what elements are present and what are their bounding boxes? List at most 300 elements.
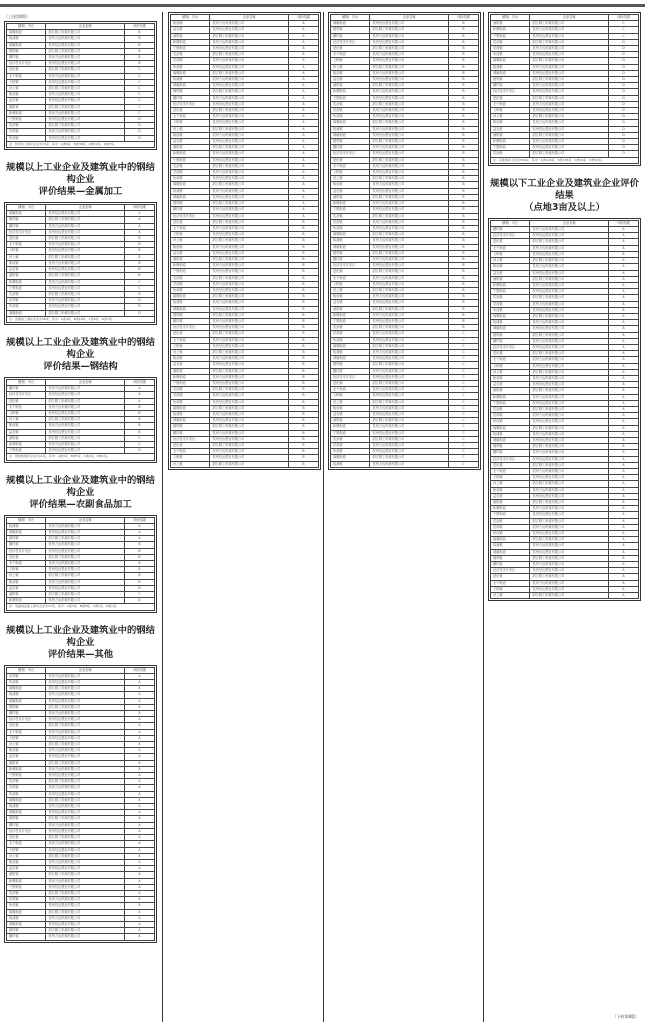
grade-cell: A xyxy=(124,872,154,878)
grade-cell: B xyxy=(288,343,318,349)
page-top-rule xyxy=(0,4,645,7)
company-name-cell: 杭州万达机械有限公司 xyxy=(210,374,288,380)
company-name-cell: 杭州万达机械有限公司 xyxy=(210,300,288,306)
grade-cell: D xyxy=(124,598,154,604)
grade-cell: B xyxy=(288,250,318,256)
grade-cell: B xyxy=(448,225,478,231)
company-name-cell: 杭州万达机械有限公司 xyxy=(370,182,448,188)
grade-cell: A xyxy=(288,201,318,207)
town-cell: 北干街道 xyxy=(7,729,46,735)
company-name-cell: 杭州万达机械有限公司 xyxy=(370,163,448,169)
company-name-cell: 浙江精工机械有限公司 xyxy=(370,64,448,70)
company-name-cell: 浙江精工机械有限公司 xyxy=(210,182,288,188)
grade-cell: C xyxy=(448,362,478,368)
town-cell: 闻堰街道 xyxy=(7,686,46,692)
continued-to-note: （下转第8版） xyxy=(612,1014,639,1019)
grade-cell: A xyxy=(608,394,638,400)
company-name-cell: 杭州信达塑业有限公司 xyxy=(370,244,448,250)
header-town: 镇街、平台 xyxy=(491,15,530,21)
grade-cell: A xyxy=(124,890,154,896)
table-footnote: 注：钢结构参评企业共11家，其中：A类3家、B类5家、C类2家、D类1家。 xyxy=(7,454,155,460)
town-cell: 益农镇 xyxy=(331,188,370,194)
town-cell: 益农镇 xyxy=(331,300,370,306)
town-cell: 闻堰街道 xyxy=(171,70,210,76)
company-name-cell: 杭州信达塑业有限公司 xyxy=(370,58,448,64)
grade-cell: C xyxy=(448,405,478,411)
company-name-cell: 杭州万达机械有限公司 xyxy=(530,487,608,493)
grade-cell: B xyxy=(288,380,318,386)
town-cell: 河上镇 xyxy=(491,481,530,487)
town-cell: 城厢街道 xyxy=(7,529,46,535)
grade-cell: A xyxy=(608,562,638,568)
company-name-cell: 杭州万达机械有限公司 xyxy=(370,405,448,411)
town-cell: 浦阳镇 xyxy=(171,256,210,262)
town-cell: 所前镇 xyxy=(171,64,210,70)
grade-cell: A xyxy=(124,915,154,921)
company-name-cell: 浙江精工机械有限公司 xyxy=(370,436,448,442)
company-name-cell: 杭州信达塑业有限公司 xyxy=(46,61,124,67)
town-cell: 浦阳镇 xyxy=(171,33,210,39)
table-header-row xyxy=(7,517,155,523)
grade-cell: B xyxy=(288,238,318,244)
company-name-cell: 杭州信达塑业有限公司 xyxy=(46,717,124,723)
town-cell: 宁围街道 xyxy=(491,145,530,151)
town-cell: 河上镇 xyxy=(7,254,46,260)
company-name-cell: 杭州万达机械有限公司 xyxy=(370,387,448,393)
grade-cell: B xyxy=(288,306,318,312)
town-cell: 闻堰街道 xyxy=(171,405,210,411)
grade-cell: C xyxy=(448,393,478,399)
town-cell: 闻堰街道 xyxy=(491,425,530,431)
town-cell: 党湾镇 xyxy=(7,298,46,304)
town-cell: 城厢街道 xyxy=(7,921,46,927)
town-cell: 瓜沥镇 xyxy=(491,39,530,45)
grade-cell: C xyxy=(124,110,154,116)
town-cell: 义桥镇 xyxy=(7,567,46,573)
town-cell: 戴村镇 xyxy=(331,145,370,151)
town-cell: 戴村镇 xyxy=(171,207,210,213)
grade-cell: A xyxy=(124,804,154,810)
company-name-cell: 杭州万达机械有限公司 xyxy=(210,95,288,101)
company-name-cell: 浙江精工机械有限公司 xyxy=(46,48,124,54)
company-name-cell: 浙江精工机械有限公司 xyxy=(210,275,288,281)
column-2 xyxy=(168,12,321,470)
grade-cell: B xyxy=(448,194,478,200)
town-cell: 益农镇 xyxy=(331,412,370,418)
town-cell: 河上镇 xyxy=(491,114,530,120)
table-header-row xyxy=(7,667,155,673)
company-name-cell: 浙江精工机械有限公司 xyxy=(210,163,288,169)
company-name-cell: 杭州信达塑业有限公司 xyxy=(210,306,288,312)
grade-cell: A xyxy=(608,543,638,549)
company-name-cell: 浙江精工机械有限公司 xyxy=(46,928,124,934)
company-name-cell: 杭州信达塑业有限公司 xyxy=(210,120,288,126)
grade-cell: B xyxy=(448,46,478,52)
grade-cell: C xyxy=(608,27,638,33)
company-name-cell: 浙江精工机械有限公司 xyxy=(530,537,608,543)
company-name-cell: 杭州万达机械有限公司 xyxy=(46,692,124,698)
town-cell: 义桥镇 xyxy=(171,343,210,349)
grade-cell: A xyxy=(608,357,638,363)
town-cell: 浦阳镇 xyxy=(171,368,210,374)
company-name-cell: 浙江精工机械有限公司 xyxy=(46,573,124,579)
grade-cell: D xyxy=(608,151,638,157)
town-cell: 新塘街道 xyxy=(491,394,530,400)
company-name-cell: 浙江精工机械有限公司 xyxy=(210,312,288,318)
company-name-cell: 杭州信达塑业有限公司 xyxy=(370,114,448,120)
grade-cell: A xyxy=(124,766,154,772)
company-name-cell: 杭州信达塑业有限公司 xyxy=(370,374,448,380)
town-cell: 北干街道 xyxy=(491,245,530,251)
grade-cell: B xyxy=(448,300,478,306)
table-footnote: 注：金属加工参评企业共38家，其中：A类4家、B类18家、C类9家、D类7家。 xyxy=(7,316,155,322)
grade-cell: B xyxy=(288,294,318,300)
town-cell: 益农镇 xyxy=(491,382,530,388)
company-name-cell: 杭州信达塑业有限公司 xyxy=(46,392,124,398)
grade-cell: B xyxy=(124,55,154,61)
table-row xyxy=(171,461,319,467)
town-cell: 党湾镇 xyxy=(331,331,370,337)
town-cell: 经济技术开发区 xyxy=(491,233,530,239)
company-name-cell: 杭州信达塑业有限公司 xyxy=(210,436,288,442)
grade-cell: B xyxy=(448,213,478,219)
company-name-cell: 杭州信达塑业有限公司 xyxy=(46,754,124,760)
grade-cell: D xyxy=(608,120,638,126)
grade-cell: A xyxy=(608,500,638,506)
town-cell: 宁围街道 xyxy=(331,95,370,101)
grade-cell: C xyxy=(448,331,478,337)
town-cell: 楼塔镇 xyxy=(7,704,46,710)
grade-cell: C xyxy=(448,374,478,380)
table-header-row xyxy=(7,205,155,211)
rating-table xyxy=(170,14,319,468)
grade-cell: A xyxy=(288,170,318,176)
town-cell: 楼塔镇 xyxy=(171,201,210,207)
grade-cell: A xyxy=(124,735,154,741)
company-name-cell: 杭州信达塑业有限公司 xyxy=(370,356,448,362)
company-name-cell: 浙江精工机械有限公司 xyxy=(530,58,608,64)
town-cell: 城厢街道 xyxy=(171,418,210,424)
grade-cell: B xyxy=(448,70,478,76)
town-cell: 党湾镇 xyxy=(7,129,46,135)
grade-cell: B xyxy=(288,356,318,362)
town-cell: 北干街道 xyxy=(7,841,46,847)
town-cell: 城厢街道 xyxy=(491,549,530,555)
company-name-cell: 杭州万达机械有限公司 xyxy=(46,748,124,754)
table-footnote-row xyxy=(7,604,155,610)
grade-cell: B xyxy=(288,430,318,436)
table-header-row xyxy=(171,15,319,21)
town-cell: 北干街道 xyxy=(331,52,370,58)
town-cell: 戴村镇 xyxy=(171,95,210,101)
town-cell: 城厢街道 xyxy=(331,132,370,138)
grade-cell: C xyxy=(608,33,638,39)
grade-cell: B xyxy=(124,30,154,36)
grade-cell: B xyxy=(124,36,154,42)
company-name-cell: 杭州万达机械有限公司 xyxy=(210,151,288,157)
grade-cell: B xyxy=(288,393,318,399)
grade-cell: A xyxy=(124,760,154,766)
town-cell: 戴村镇 xyxy=(491,227,530,233)
company-name-cell: 浙江精工机械有限公司 xyxy=(210,349,288,355)
column-divider xyxy=(323,12,324,1022)
company-name-cell: 浙江精工机械有限公司 xyxy=(46,435,124,441)
grade-cell: B xyxy=(448,108,478,114)
town-cell: 楼塔镇 xyxy=(331,250,370,256)
town-cell: 河上镇 xyxy=(491,369,530,375)
grade-cell: B xyxy=(288,418,318,424)
town-cell: 所前镇 xyxy=(491,52,530,58)
town-cell: 戴村镇 xyxy=(491,338,530,344)
column-3 xyxy=(328,12,481,470)
company-name-cell: 杭州万达机械有限公司 xyxy=(530,394,608,400)
rating-table xyxy=(6,23,155,148)
company-name-cell: 浙江精工机械有限公司 xyxy=(210,294,288,300)
town-cell: 城厢街道 xyxy=(171,83,210,89)
company-name-cell: 杭州万达机械有限公司 xyxy=(370,275,448,281)
company-name-cell: 杭州信达塑业有限公司 xyxy=(530,531,608,537)
grade-cell: C xyxy=(124,435,154,441)
table-footnote: 注：农副食品加工参评企业共13家，其中：A类3家、B类8家、C类1家、D类1家。 xyxy=(7,604,155,610)
grade-cell: B xyxy=(448,244,478,250)
grade-cell: A xyxy=(608,251,638,257)
company-name-cell: 浙江精工机械有限公司 xyxy=(370,101,448,107)
grade-cell: D xyxy=(608,95,638,101)
grade-cell: C xyxy=(124,104,154,110)
town-cell: 党湾镇 xyxy=(491,413,530,419)
grade-cell: A xyxy=(608,406,638,412)
grade-cell: A xyxy=(124,859,154,865)
company-name-cell: 浙江精工机械有限公司 xyxy=(46,554,124,560)
company-name-cell: 浙江精工机械有限公司 xyxy=(210,201,288,207)
company-name-cell: 杭州信达塑业有限公司 xyxy=(370,430,448,436)
grade-cell: B xyxy=(448,263,478,269)
company-name-cell: 杭州万达机械有限公司 xyxy=(46,766,124,772)
grade-cell: B xyxy=(448,52,478,58)
town-cell: 义桥镇 xyxy=(331,393,370,399)
grade-cell: A xyxy=(608,549,638,555)
company-name-cell: 杭州万达机械有限公司 xyxy=(46,841,124,847)
town-cell: 北干街道 xyxy=(7,73,46,79)
section-title-other-line1: 规模以上工业企业及建筑业中的钢结构企业 xyxy=(6,624,155,648)
grade-cell: B xyxy=(124,260,154,266)
table-header-row xyxy=(7,24,155,30)
town-cell: 戴村镇 xyxy=(491,450,530,456)
company-name-cell: 浙江精工机械有限公司 xyxy=(210,461,288,467)
grade-cell: B xyxy=(448,163,478,169)
grade-cell: A xyxy=(608,524,638,530)
company-name-cell: 杭州万达机械有限公司 xyxy=(370,256,448,262)
section-title-food xyxy=(4,475,157,511)
company-name-cell: 杭州信达塑业有限公司 xyxy=(210,455,288,461)
grade-cell: B xyxy=(288,405,318,411)
grade-cell: A xyxy=(608,264,638,270)
town-cell: 所前镇 xyxy=(171,287,210,293)
town-cell: 北干街道 xyxy=(171,449,210,455)
town-cell: 衙前镇 xyxy=(171,21,210,27)
grade-cell: B xyxy=(288,331,318,337)
grade-cell: A xyxy=(608,487,638,493)
company-name-cell: 杭州万达机械有限公司 xyxy=(210,21,288,27)
grade-cell: D xyxy=(124,123,154,129)
company-name-cell: 浙江精工机械有限公司 xyxy=(210,238,288,244)
grade-cell: A xyxy=(608,276,638,282)
company-name-cell: 浙江精工机械有限公司 xyxy=(370,418,448,424)
grade-cell: B xyxy=(448,312,478,318)
company-name-cell: 浙江精工机械有限公司 xyxy=(370,83,448,89)
table-footnote: 注：其他参评企业共356家，其中：A类104家、B类178家、C类54家、D类20家。 xyxy=(491,157,639,163)
town-cell: 临浦镇 xyxy=(7,915,46,921)
company-name-cell: 杭州信达塑业有限公司 xyxy=(46,585,124,591)
company-name-cell: 杭州万达机械有限公司 xyxy=(370,126,448,132)
section-title-steel-line1: 规模以上工业企业及建筑业中的钢结构企业 xyxy=(6,336,155,360)
company-name-cell: 杭州信达塑业有限公司 xyxy=(210,83,288,89)
grade-cell: D xyxy=(608,126,638,132)
section-title-food-line2: 评价结果—农副食品加工 xyxy=(29,498,132,510)
company-name-cell: 浙江精工机械有限公司 xyxy=(370,176,448,182)
company-name-cell: 杭州信达塑业有限公司 xyxy=(530,52,608,58)
grade-cell: A xyxy=(608,537,638,543)
grade-cell: A xyxy=(124,884,154,890)
grade-cell: C xyxy=(448,380,478,386)
table-footnote-row xyxy=(7,316,155,322)
grade-cell: A xyxy=(124,536,154,542)
grade-cell: A xyxy=(124,816,154,822)
company-name-cell: 浙江精工机械有限公司 xyxy=(370,232,448,238)
company-name-cell: 杭州万达机械有限公司 xyxy=(530,120,608,126)
company-name-cell: 杭州信达塑业有限公司 xyxy=(530,108,608,114)
town-cell: 义桥镇 xyxy=(7,735,46,741)
company-name-cell: 杭州信达塑业有限公司 xyxy=(210,287,288,293)
town-cell: 宁围街道 xyxy=(7,448,46,454)
company-name-cell: 杭州信达塑业有限公司 xyxy=(530,270,608,276)
grade-cell: A xyxy=(288,145,318,151)
grade-cell: A xyxy=(608,295,638,301)
town-cell: 戴村镇 xyxy=(7,711,46,717)
company-name-cell: 杭州信达塑业有限公司 xyxy=(530,289,608,295)
town-cell: 经济技术开发区 xyxy=(171,436,210,442)
company-name-cell: 杭州信达塑业有限公司 xyxy=(370,170,448,176)
company-name-cell: 浙江精工机械有限公司 xyxy=(210,387,288,393)
town-cell: 益农镇 xyxy=(171,362,210,368)
grade-cell: A xyxy=(608,419,638,425)
town-cell: 城厢街道 xyxy=(331,356,370,362)
company-name-cell: 杭州信达塑业有限公司 xyxy=(46,211,124,217)
company-name-cell: 杭州信达塑业有限公司 xyxy=(46,791,124,797)
company-name-cell: 浙江精工机械有限公司 xyxy=(46,217,124,223)
town-cell: 义桥镇 xyxy=(171,455,210,461)
grade-cell: A xyxy=(288,39,318,45)
company-name-cell: 浙江精工机械有限公司 xyxy=(530,77,608,83)
grade-cell: B xyxy=(288,263,318,269)
grade-cell: C xyxy=(448,368,478,374)
grade-cell: D xyxy=(608,139,638,145)
grade-cell: B xyxy=(448,33,478,39)
town-cell: 党湾镇 xyxy=(331,219,370,225)
town-cell: 楼塔镇 xyxy=(331,139,370,145)
company-name-cell: 杭州信达塑业有限公司 xyxy=(46,698,124,704)
section-title-other xyxy=(4,625,157,661)
town-cell: 新塘街道 xyxy=(171,374,210,380)
grade-cell: A xyxy=(608,444,638,450)
company-name-cell: 杭州信达塑业有限公司 xyxy=(530,419,608,425)
town-cell: 宁围街道 xyxy=(171,46,210,52)
grade-cell: A xyxy=(124,853,154,859)
town-cell: 新塘街道 xyxy=(7,279,46,285)
grade-cell: A xyxy=(124,711,154,717)
town-cell: 衙前镇 xyxy=(331,70,370,76)
company-name-cell: 浙江精工机械有限公司 xyxy=(210,33,288,39)
company-name-cell: 杭州信达塑业有限公司 xyxy=(46,884,124,890)
town-cell: 浦阳镇 xyxy=(7,435,46,441)
company-name-cell: 浙江精工机械有限公司 xyxy=(530,481,608,487)
town-cell: 益农镇 xyxy=(171,139,210,145)
town-cell: 衙前镇 xyxy=(171,132,210,138)
town-cell: 经济技术开发区 xyxy=(491,568,530,574)
company-name-cell: 杭州万达机械有限公司 xyxy=(210,170,288,176)
town-cell: 浦阳镇 xyxy=(7,104,46,110)
grade-cell: A xyxy=(288,83,318,89)
grade-cell: A xyxy=(288,194,318,200)
town-cell: 进化镇 xyxy=(171,443,210,449)
town-cell: 进化镇 xyxy=(7,398,46,404)
grade-cell: B xyxy=(448,126,478,132)
company-name-cell: 浙江精工机械有限公司 xyxy=(46,760,124,766)
grade-cell: A xyxy=(608,326,638,332)
rating-table-frame xyxy=(4,665,157,943)
town-cell: 经济技术开发区 xyxy=(331,151,370,157)
section-title-metal-line2: 评价结果—金属加工 xyxy=(38,186,123,198)
town-cell: 进化镇 xyxy=(7,835,46,841)
grade-cell: D xyxy=(124,291,154,297)
company-name-cell: 杭州信达塑业有限公司 xyxy=(530,512,608,518)
company-name-cell: 杭州信达塑业有限公司 xyxy=(46,285,124,291)
grade-cell: A xyxy=(124,680,154,686)
header-town: 镇街、平台 xyxy=(7,24,46,30)
town-cell: 楼塔镇 xyxy=(491,77,530,83)
town-cell: 宁围街道 xyxy=(171,269,210,275)
town-cell: 城厢街道 xyxy=(7,698,46,704)
company-name-cell: 浙江精工机械有限公司 xyxy=(46,273,124,279)
town-cell: 戴村镇 xyxy=(7,55,46,61)
town-cell: 北干街道 xyxy=(7,560,46,566)
company-name-cell: 杭州信达塑业有限公司 xyxy=(46,448,124,454)
grade-cell: A xyxy=(288,213,318,219)
grade-cell: B xyxy=(124,236,154,242)
town-cell: 进化镇 xyxy=(331,269,370,275)
company-name-cell: 浙江精工机械有限公司 xyxy=(46,310,124,316)
grade-cell: A xyxy=(124,523,154,529)
grade-cell: C xyxy=(124,86,154,92)
town-cell: 义桥镇 xyxy=(171,232,210,238)
grade-cell: B xyxy=(448,77,478,83)
town-cell: 浦阳镇 xyxy=(7,872,46,878)
company-name-cell: 浙江精工机械有限公司 xyxy=(46,67,124,73)
company-name-cell: 杭州信达塑业有限公司 xyxy=(210,380,288,386)
column-divider xyxy=(483,12,484,1022)
company-name-cell: 浙江精工机械有限公司 xyxy=(370,399,448,405)
town-cell: 所前镇 xyxy=(7,791,46,797)
town-cell: 义桥镇 xyxy=(171,120,210,126)
rating-table-frame xyxy=(488,218,641,601)
town-cell: 临浦镇 xyxy=(491,543,530,549)
company-name-cell: 浙江精工机械有限公司 xyxy=(370,250,448,256)
town-cell: 河上镇 xyxy=(171,238,210,244)
town-cell: 衙前镇 xyxy=(331,182,370,188)
header-company-name: 企业名称 xyxy=(370,15,448,21)
grade-cell: A xyxy=(608,320,638,326)
grade-cell: A xyxy=(288,64,318,70)
